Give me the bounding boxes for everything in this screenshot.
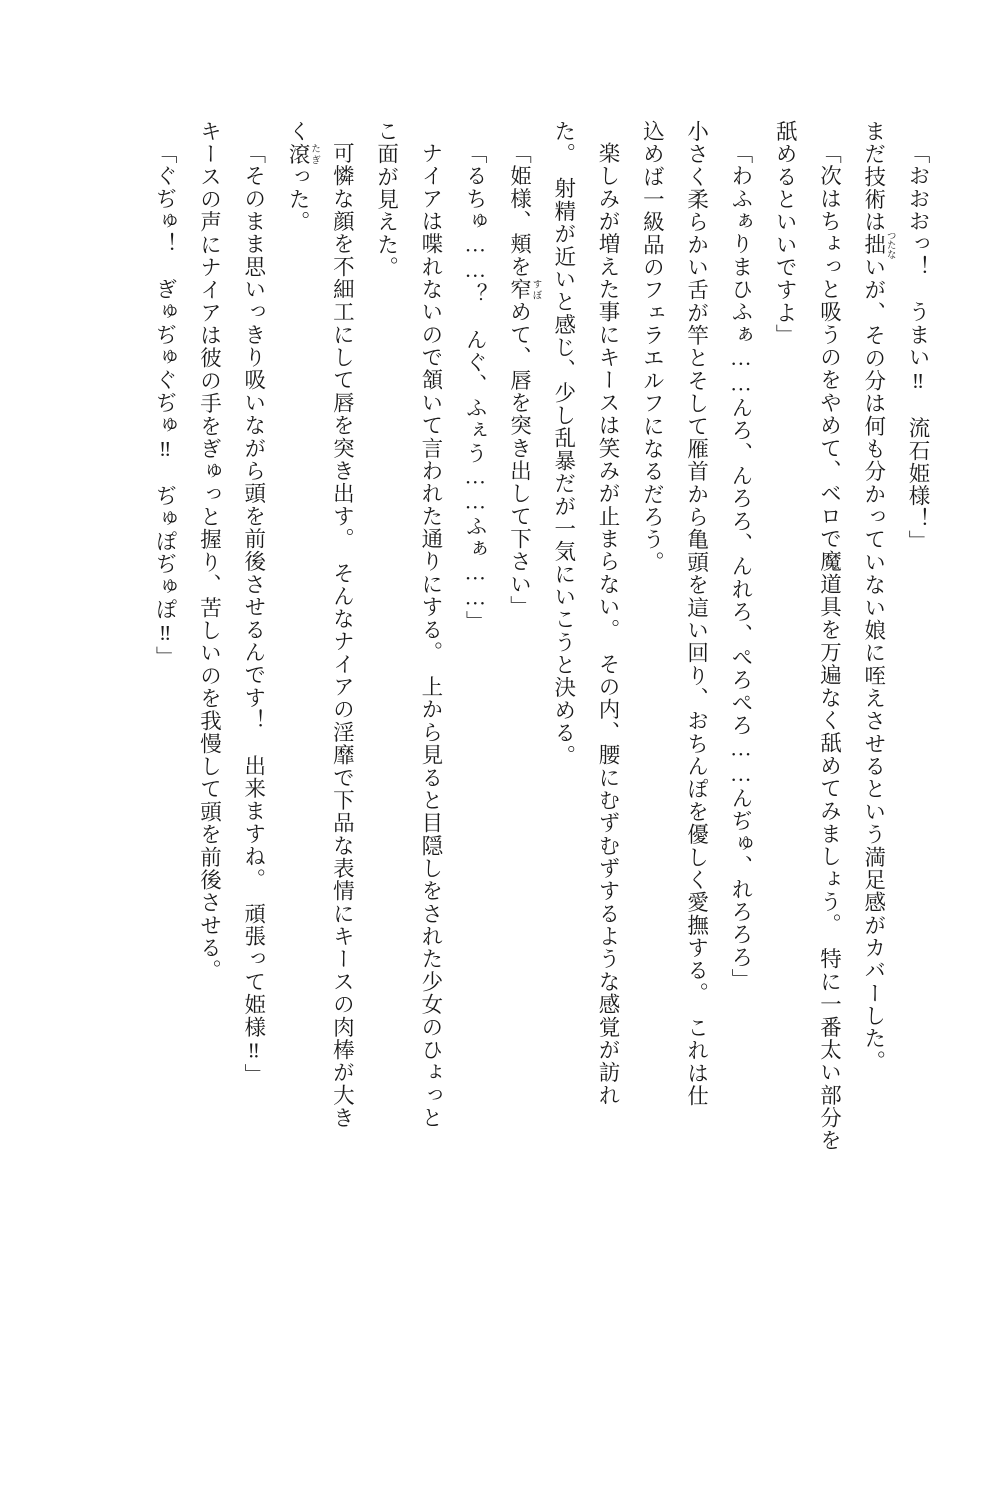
text-line: 「次はちょっと吸うのをやめて、ベロで魔道具を万遍なく舐めてみましょう。 特に一番太い部分を [817, 142, 842, 1152]
text-line: まだ技術は拙 つたないが、その分は何も分かっていない娘に咥えさせるという満足感がカバーした。 [861, 120, 895, 1073]
text-line: 「おおおっ！ うまい‼ 流石姫様！」 [906, 142, 930, 553]
text-line: 可憐な顔を不細工にして唇を突き出す。 そんなナイアの淫靡で下品な表情にキースの肉棒が大き [330, 142, 355, 1130]
text-line: 「ぐぢゅ！ ぎゅぢゅぐぢゅ‼ ぢゅぽぢゅぽ‼」 [153, 142, 178, 669]
text-line: く滾 たぎった。 [286, 120, 320, 234]
text-line: 「るちゅ……？ んぐ、ふぇう……ふぁ……」 [463, 142, 488, 634]
text-line: こ面が見えた。 [374, 120, 399, 279]
text-line: 小さく柔らかい舌が竿とそして雁首から亀頭を這い回り、おちんぽを優しく愛撫する。 これは仕 [684, 120, 709, 1108]
text-line: ナイアは喋れないので頷いて言われた通りにする。 上から見ると目隠しをされた少女のひょっと [418, 142, 443, 1130]
text-line: 「わふぁりまひふぁ……んろ、んろろ、んれろ、ぺろぺろ……んぢゅ、れろろろ」 [728, 142, 753, 992]
text-line: 楽しみが増えた事にキースは笑みが止まらない。 その内、腰にむずむずするような感覚が訪れ [596, 142, 621, 1107]
text-line: 「そのまま思いっきり吸いながら頭を前後させるんです！ 出来ますね。 頑張って姫様‼」 [241, 142, 266, 1087]
vertical-text-body [60, 120, 940, 1400]
text-line: 込めば一級品のフェラエルフになるだろう。 [640, 120, 665, 574]
text-line: 舐めるといいですよ」 [773, 120, 798, 347]
text-line: 「姫様、頬を窄 すぼめて、唇を突き出して下さい」 [507, 142, 541, 619]
text-line: キースの声にナイアは彼の手をぎゅっと握り、苦しいのを我慢して頭を前後させる。 [197, 120, 222, 982]
text-line: た。 射精が近いと感じ、少し乱暴だが一気にいこうと決める。 [551, 120, 576, 768]
